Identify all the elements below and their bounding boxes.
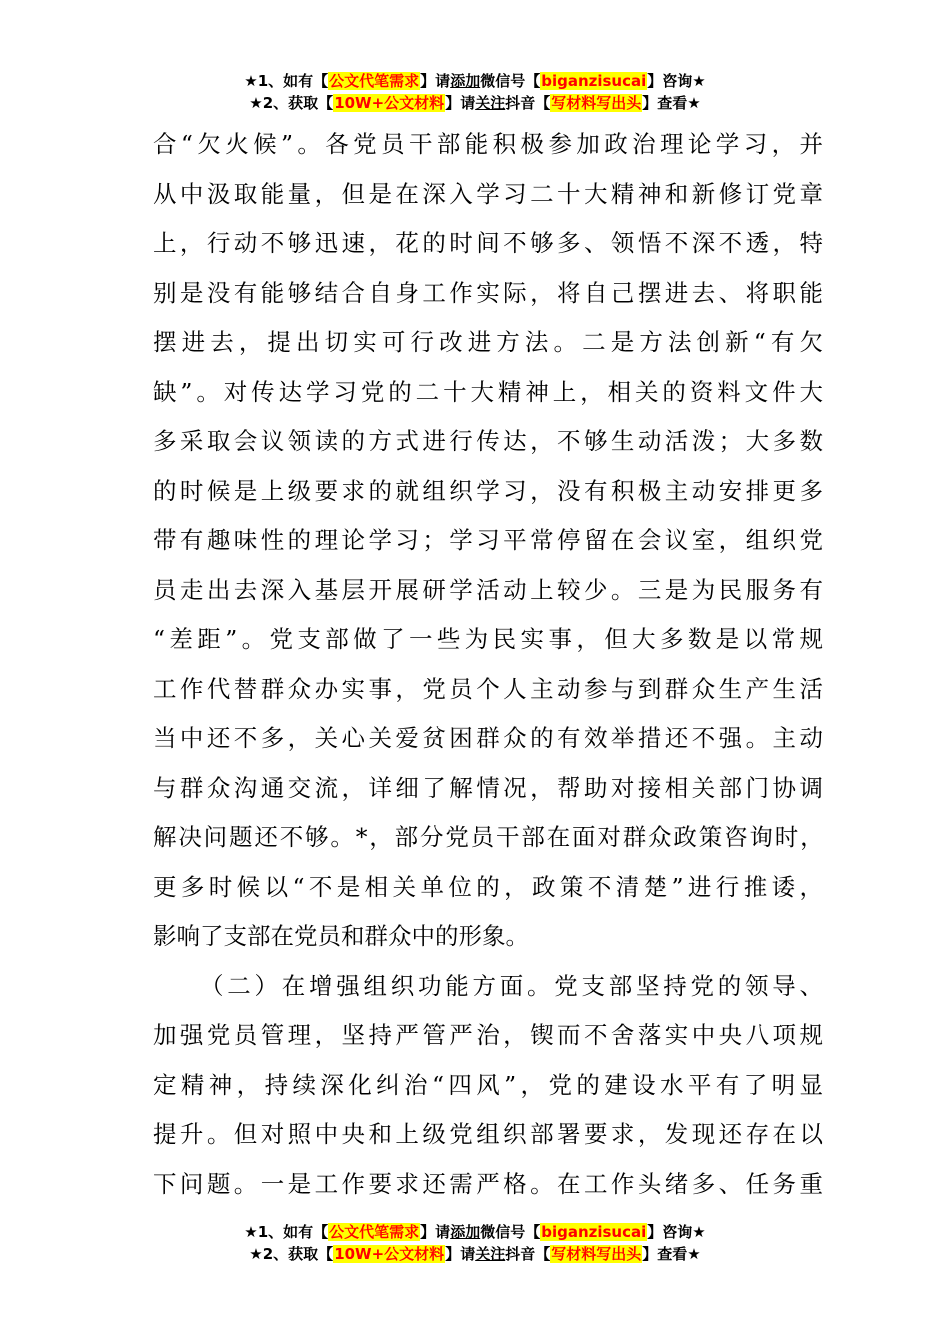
banner-highlight-douyin-id: 写材料写出头: [551, 1245, 642, 1263]
text-line: 解决问题还不够。*，部分党员干部在面对群众政策咨询时，: [153, 823, 823, 851]
banner-emphasis: 添加: [450, 72, 481, 90]
banner-text: 】查看★: [642, 1245, 701, 1263]
text-line: 多采取会议领读的方式进行传达，不够生动活泼；大多数: [153, 427, 823, 455]
text-line: 合“欠火候”。各党员干部能积极参加政治理论学习，并: [153, 130, 823, 158]
text-line: 员走出去深入基层开展研学活动上较少。三是为民服务有: [153, 575, 823, 604]
banner-text: 抖音【: [505, 1245, 551, 1263]
banner-highlight-wechat-id: biganzisucai: [541, 72, 647, 90]
banner-highlight-service: 公文代笔需求: [329, 72, 420, 90]
text-line: 从中汲取能量，但是在深入学习二十大精神和新修订党章: [153, 179, 823, 208]
banner-text: 微信号【: [480, 72, 541, 90]
text-line: 加强党员管理，坚持严管严治，锲而不舍落实中央八项规: [153, 1021, 823, 1049]
paragraph-1: [153, 120, 823, 962]
text-line: 与群众沟通交流，详细了解情况，帮助对接相关部门协调: [153, 773, 823, 802]
text-line: 定精神，持续深化纠治“四风”，党的建设水平有了明显: [153, 1070, 823, 1099]
banner-text: 】查看★: [642, 94, 701, 112]
text-line: 提升。但对照中央和上级党组织部署要求，发现还存在以: [153, 1120, 823, 1148]
text-line: 影响了支部在党员和群众中的形象。: [153, 922, 529, 950]
text-line: 工作代替群众办实事，党员个人主动参与到群众生产生活: [153, 674, 823, 703]
banner-highlight-service: 公文代笔需求: [329, 1223, 420, 1241]
paragraph-2: [153, 962, 823, 1210]
banner-text: 】请: [445, 94, 476, 112]
banner-emphasis: 关注: [475, 1245, 506, 1263]
text-line: （二）在增强组织功能方面。党支部坚持党的领导、: [200, 971, 823, 1000]
text-line: 摆进去，提出切实可行改进方法。二是方法创新“有欠: [153, 328, 823, 356]
banner-highlight-wechat-id: biganzisucai: [541, 1223, 647, 1241]
text-line: “差距”。党支部做了一些为民实事，但大多数是以常规: [153, 625, 823, 653]
banner-emphasis: 关注: [475, 94, 506, 112]
text-line: 的时候是上级要求的就组织学习，没有积极主动安排更多: [153, 476, 823, 505]
text-line: 下问题。一是工作要求还需严格。在工作头绪多、任务重: [153, 1169, 823, 1198]
banner-emphasis: 添加: [450, 1223, 481, 1241]
footer-banner-line-2: [0, 1243, 950, 1265]
banner-text: 】咨询★: [647, 72, 706, 90]
footer-banner: [0, 1221, 950, 1265]
text-line: 上，行动不够迅速，花的时间不够多、领悟不深不透，特: [153, 229, 823, 257]
text-line: 别是没有能够结合自身工作实际，将自己摆进去、将职能: [153, 278, 823, 307]
header-banner-line-1: [0, 70, 950, 92]
banner-text: ★1、如有【: [244, 1223, 329, 1241]
text-line: 更多时候以“不是相关单位的，政策不清楚”进行推诿，: [153, 872, 823, 901]
document-body: [153, 120, 823, 1209]
banner-text: 】咨询★: [647, 1223, 706, 1241]
header-banner: [0, 70, 950, 114]
banner-highlight-douyin-id: 写材料写出头: [551, 94, 642, 112]
banner-text: 】请: [445, 1245, 476, 1263]
banner-text: ★1、如有【: [244, 72, 329, 90]
banner-text: 】请: [420, 72, 451, 90]
banner-highlight-materials: 10W+公文材料: [334, 94, 445, 112]
banner-text: 抖音【: [505, 94, 551, 112]
banner-highlight-materials: 10W+公文材料: [334, 1245, 445, 1263]
footer-banner-line-1: [0, 1221, 950, 1243]
banner-text: ★2、获取【: [249, 1245, 334, 1263]
banner-text: ★2、获取【: [249, 94, 334, 112]
header-banner-line-2: [0, 92, 950, 114]
text-line: 带有趣味性的理论学习；学习平常停留在会议室，组织党: [153, 526, 823, 554]
text-line: 缺”。对传达学习党的二十大精神上，相关的资料文件大: [153, 377, 823, 406]
text-line: 当中还不多，关心关爱贫困群众的有效举措还不强。主动: [153, 724, 823, 752]
banner-text: 微信号【: [480, 1223, 541, 1241]
banner-text: 】请: [420, 1223, 451, 1241]
